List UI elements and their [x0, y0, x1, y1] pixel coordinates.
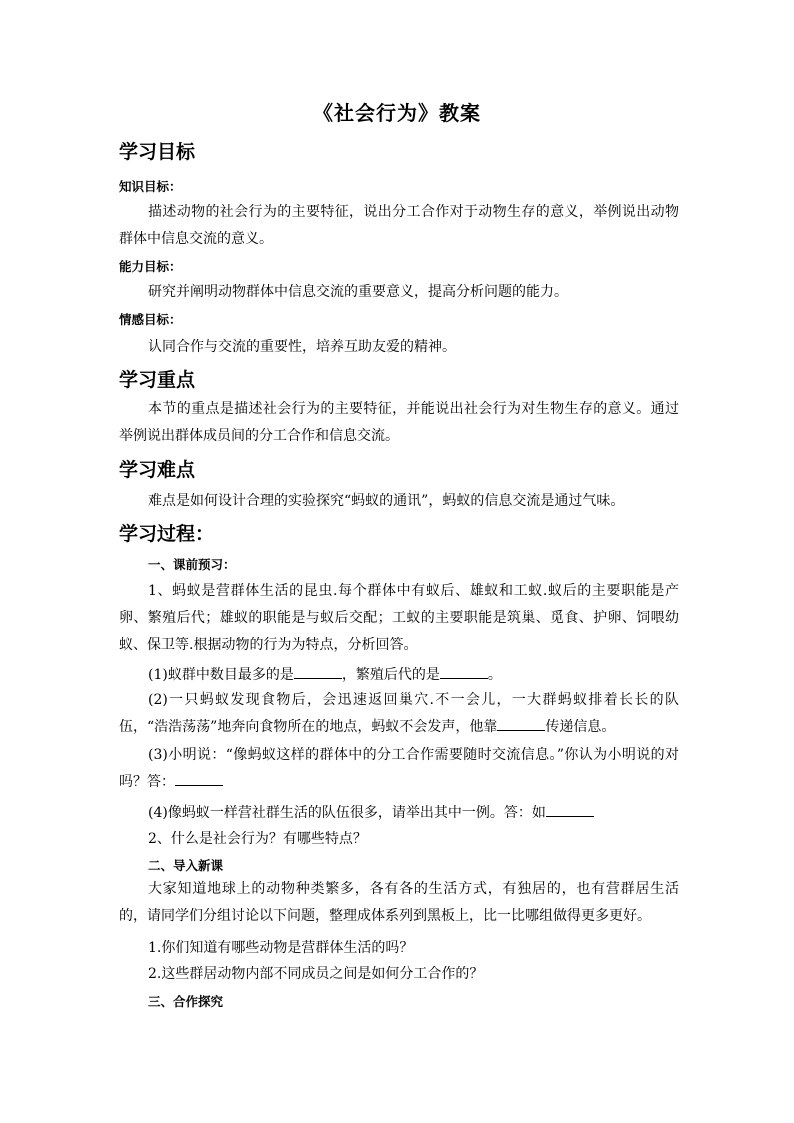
- sub-question-2-part-a: (2)一只蚂蚁发现食物后，会迅速返回巢穴.不一会儿，一大群蚂蚁排着长长的队伍，“浩浩荡荡”地奔向食物所在的地点，蚂蚁不会发声，他靠: [119, 692, 679, 735]
- preview-heading: 一、课前预习：: [148, 557, 236, 572]
- key-points-text: 本节的重点是描述社会行为的主要特征，并能说出社会行为对生物生存的意义。通过举例说出群体成员间的分工合作和信息交流。: [119, 401, 679, 444]
- preview-question-1: 1、蚂蚁是营群体生活的昆虫.每个群体中有蚁后、雄蚁和工蚁.蚁后的主要职能是产卵、繁殖后代；雄蚁的职能是与蚁后交配；工蚁的主要职能是筑巢、觅食、护卵、饲喂幼蚁、保卫等.根据动物的行为为特点，分析回答。: [119, 583, 679, 653]
- sub-question-2: [119, 687, 679, 741]
- sub-question-3: [119, 742, 679, 796]
- knowledge-objective-label: 知识目标：: [119, 179, 182, 194]
- difficulties-heading: 学习难点: [119, 459, 196, 481]
- intro-text: 大家知道地球上的动物种类繁多，各有各的生活方式，有独居的，也有营群居生活的，请同学们分组讨论以下问题，整理成体系列到黑板上，比一比哪组做得更多更好。: [119, 881, 679, 924]
- answer-blank: [440, 663, 488, 679]
- answer-blank: [294, 663, 342, 679]
- process-heading: 学习过程：: [119, 523, 215, 545]
- sub-question-2-part-b: 传递信息。: [545, 719, 616, 735]
- ability-objective-label: 能力目标：: [119, 259, 182, 274]
- key-points-heading: 学习重点: [119, 369, 196, 391]
- preview-question-2: 2、什么是社会行为？有哪些特点？: [148, 831, 367, 847]
- sub-question-1-part-b: ，繁殖后代的是: [341, 667, 440, 683]
- sub-question-1: [148, 663, 502, 684]
- emotion-objective-label: 情感目标：: [119, 312, 182, 327]
- explore-heading: 三、合作探究: [148, 994, 224, 1009]
- difficulties-text: 难点是如何设计合理的实验探究“蚂蚁的通讯”，蚂蚁的信息交流是通过气味。: [148, 493, 625, 509]
- intro-heading: 二、导入新课: [148, 858, 224, 873]
- answer-blank: [546, 801, 594, 817]
- page-title: 《社会行为》教案: [313, 101, 481, 125]
- intro-question-2: 2.这些群居动物内部不同成员之间是如何分工合作的？: [148, 966, 484, 982]
- intro-question-1: 1.你们知道有哪些动物是营群体生活的吗？: [148, 940, 414, 956]
- objectives-heading: 学习目标: [119, 141, 196, 163]
- sub-question-4-part-a: (4)像蚂蚁一样营社群生活的队伍很多，请举出其中一例。答：如: [148, 805, 546, 821]
- sub-question-1-part-c: 。: [487, 667, 502, 683]
- sub-question-1-part-a: (1)蚁群中数目最多的是: [148, 667, 294, 683]
- sub-question-4: [148, 801, 594, 822]
- knowledge-objective-text: 描述动物的社会行为的主要特征，说出分工合作对于动物生存的意义，举例说出动物群体中信息交流的意义。: [119, 204, 679, 247]
- emotion-objective-text: 认同合作与交流的重要性，培养互助友爱的精神。: [148, 339, 456, 355]
- ability-objective-text: 研究并阐明动物群体中信息交流的重要意义，提高分析问题的能力。: [148, 284, 568, 300]
- answer-blank: [497, 715, 545, 731]
- sub-question-3-part-a: (3)小明说：“像蚂蚁这样的群体中的分工合作需要随时交流信息。”你认为小明说的对吗？答：: [119, 747, 679, 790]
- answer-blank: [175, 770, 223, 786]
